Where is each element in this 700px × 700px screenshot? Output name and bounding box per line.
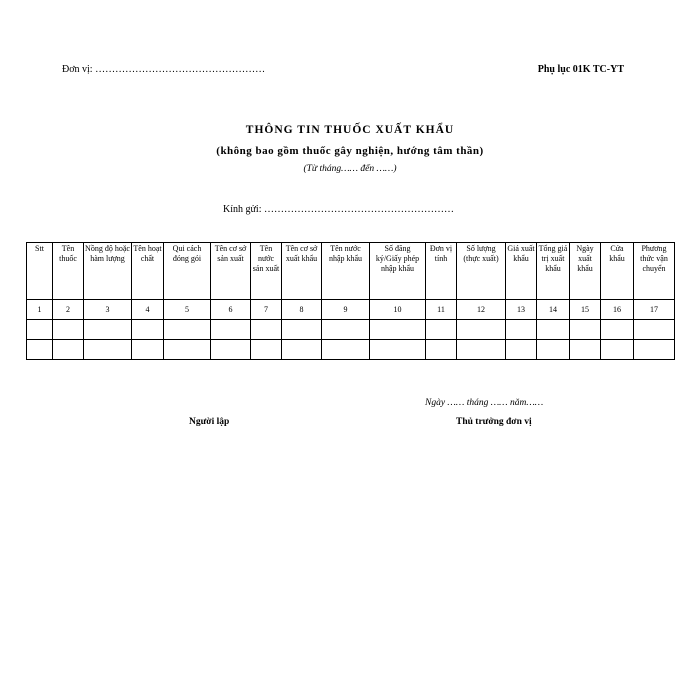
column-header: Số lượng (thực xuất) xyxy=(457,243,506,300)
table-cell[interactable] xyxy=(322,340,370,360)
document-title: THÔNG TIN THUỐC XUẤT KHẨU xyxy=(245,124,455,136)
column-number: 13 xyxy=(506,300,537,320)
table-cell[interactable] xyxy=(164,320,211,340)
table-cell[interactable] xyxy=(282,320,322,340)
empty-data-row xyxy=(27,320,675,340)
table-cell[interactable] xyxy=(27,340,53,360)
column-number: 2 xyxy=(53,300,84,320)
table-cell[interactable] xyxy=(634,320,675,340)
column-header: Tên hoạt chất xyxy=(132,243,164,300)
column-number: 6 xyxy=(211,300,251,320)
column-number: 3 xyxy=(84,300,132,320)
table-cell[interactable] xyxy=(570,340,601,360)
table-cell[interactable] xyxy=(282,340,322,360)
column-number-row xyxy=(27,300,675,320)
column-header: Tên thuốc xyxy=(53,243,84,300)
column-number: 1 xyxy=(27,300,53,320)
table-cell[interactable] xyxy=(601,320,634,340)
document-subtitle: (không bao gồm thuốc gây nghiện, hướng tâm thần) xyxy=(216,145,484,157)
table-cell[interactable] xyxy=(251,340,282,360)
table-cell[interactable] xyxy=(601,340,634,360)
table-cell[interactable] xyxy=(84,320,132,340)
table-cell[interactable] xyxy=(211,340,251,360)
table-cell[interactable] xyxy=(370,320,426,340)
column-header: Qui cách đóng gói xyxy=(164,243,211,300)
column-number: 14 xyxy=(537,300,570,320)
column-number: 5 xyxy=(164,300,211,320)
column-header: Tên nước nhập khẩu xyxy=(322,243,370,300)
column-number: 7 xyxy=(251,300,282,320)
column-header: Cửa khẩu xyxy=(601,243,634,300)
column-number: 8 xyxy=(282,300,322,320)
table-cell[interactable] xyxy=(537,320,570,340)
table-cell[interactable] xyxy=(537,340,570,360)
signature-date: Ngày …… tháng …… năm…… xyxy=(425,398,544,408)
column-header: Đơn vị tính xyxy=(426,243,457,300)
table-cell[interactable] xyxy=(457,340,506,360)
column-number: 4 xyxy=(132,300,164,320)
table-cell[interactable] xyxy=(634,340,675,360)
column-header: Tên cơ sở xuất khẩu xyxy=(282,243,322,300)
table-cell[interactable] xyxy=(570,320,601,340)
table-cell[interactable] xyxy=(251,320,282,340)
table-cell[interactable] xyxy=(370,340,426,360)
table-cell[interactable] xyxy=(506,340,537,360)
header-row xyxy=(27,243,675,300)
export-drug-table xyxy=(26,242,675,360)
table-cell[interactable] xyxy=(84,340,132,360)
table-cell[interactable] xyxy=(322,320,370,340)
column-header: Stt xyxy=(27,243,53,300)
table-cell[interactable] xyxy=(164,340,211,360)
table-cell[interactable] xyxy=(53,340,84,360)
reporting-period: (Từ tháng…… đến ……) xyxy=(303,164,397,174)
table-cell[interactable] xyxy=(53,320,84,340)
recipient-line: Kính gửi: ………………………………………………… xyxy=(223,204,454,215)
preparer-label: Người lập xyxy=(189,417,230,427)
column-header: Giá xuất khẩu xyxy=(506,243,537,300)
table-cell[interactable] xyxy=(426,340,457,360)
column-number: 9 xyxy=(322,300,370,320)
column-header: Phương thức vận chuyển xyxy=(634,243,675,300)
table-cell[interactable] xyxy=(457,320,506,340)
column-number: 17 xyxy=(634,300,675,320)
column-number: 10 xyxy=(370,300,426,320)
column-header: Tổng giá trị xuất khẩu xyxy=(537,243,570,300)
column-number: 11 xyxy=(426,300,457,320)
column-number: 16 xyxy=(601,300,634,320)
column-number: 15 xyxy=(570,300,601,320)
column-header: Ngày xuất khẩu xyxy=(570,243,601,300)
table-cell[interactable] xyxy=(426,320,457,340)
appendix-label: Phụ lục 01K TC-YT xyxy=(537,64,624,75)
column-header: Nồng độ hoặc hàm lượng xyxy=(84,243,132,300)
table-cell[interactable] xyxy=(506,320,537,340)
column-header: Tên cơ sở sản xuất xyxy=(211,243,251,300)
column-header: Số đăng ký/Giấy phép nhập khẩu xyxy=(370,243,426,300)
unit-label: Đơn vị: …………………………………………… xyxy=(62,64,266,75)
head-of-unit-label: Thủ trưởng đơn vị xyxy=(456,417,532,427)
empty-data-row xyxy=(27,340,675,360)
column-header: Tên nước sản xuất xyxy=(251,243,282,300)
table-cell[interactable] xyxy=(211,320,251,340)
table-cell[interactable] xyxy=(27,320,53,340)
table-cell[interactable] xyxy=(132,320,164,340)
table-cell[interactable] xyxy=(132,340,164,360)
column-number: 12 xyxy=(457,300,506,320)
